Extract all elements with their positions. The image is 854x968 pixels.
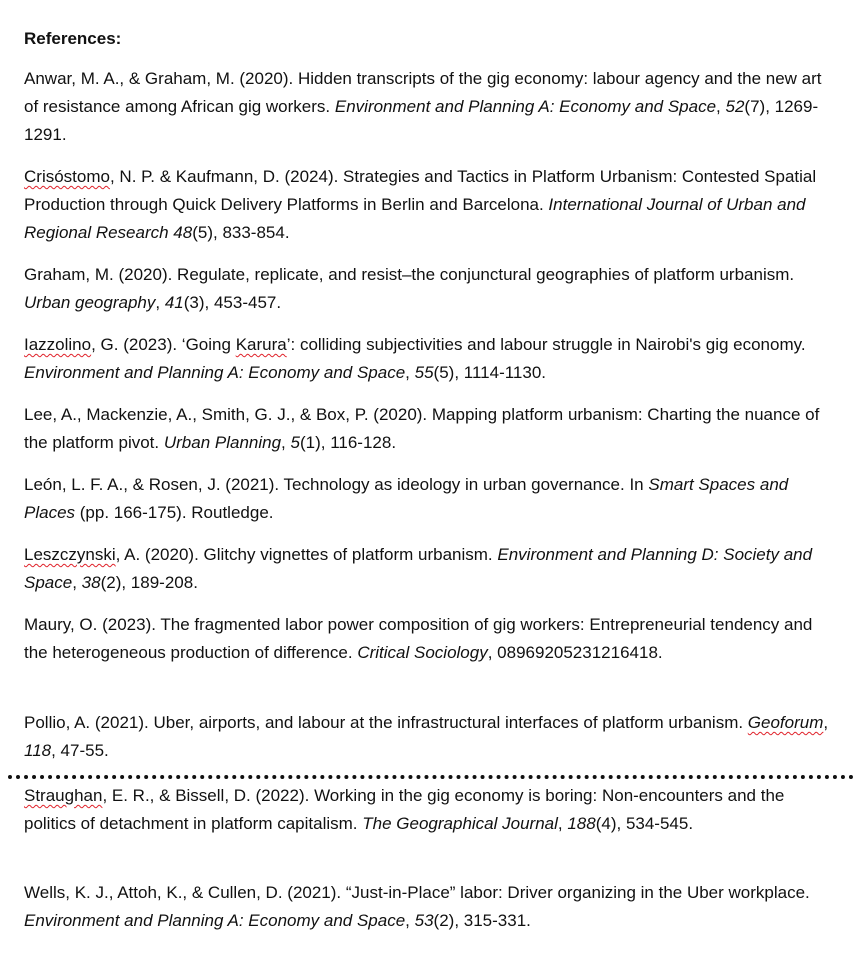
ref-pages: (2), 189-208. <box>100 573 198 592</box>
ref-pages: , 47-55. <box>51 741 109 760</box>
ref-pages: (3), 453-457. <box>183 293 282 312</box>
ref-text: Wells, K. J., Attoh, K., & Cullen, D. (2021). “Just-in-Place” labor: Driver organizing in the Uber workplace. <box>24 883 810 902</box>
ref-text: Pollio, A. (2021). Uber, airports, and labour at the infrastructural interfaces of platform urbanism. <box>24 713 748 732</box>
ref-pages: (pp. 166-175). Routledge. <box>75 503 274 522</box>
reference-entry <box>24 163 839 247</box>
ref-journal: Urban geography <box>24 293 156 312</box>
reference-entry: Wells, K. J., Attoh, K., & Cullen, D. (2021). “Just-in-Place” labor: Driver organizing in the Uber workplace. Environment and Planning A: Economy and Space, 53(2), 315-331. <box>24 883 810 930</box>
ref-journal: The Geographical Journal <box>362 814 558 833</box>
ref-journal: Environment and Planning A: Economy and Space <box>24 911 406 930</box>
ref-volume: 38 <box>81 573 101 592</box>
ref-book-title: Smart Spaces and Places <box>24 475 789 522</box>
references-heading: References: <box>24 29 122 48</box>
ref-volume: 188 <box>567 814 596 833</box>
ref-journal: Environment and Planning A: Economy and Space <box>334 97 717 116</box>
ref-text: , A. (2020). Glitchy vignettes of platform urbanism. <box>115 545 498 564</box>
ref-journal: Environment and Planning D: Society and Space <box>24 545 813 592</box>
reference-entry: Pollio, A. (2021). Uber, airports, and labour at the infrastructural interfaces of platform urbanism. Geoforum, 118, 47-55. <box>24 713 829 760</box>
reference-entry: Graham, M. (2020). Regulate, replicate, and resist–the conjunctural geographies of platform urbanism. Urban geography, 41(3), 453-457. <box>24 265 795 312</box>
reference-entry: Anwar, M. A., & Graham, M. (2020). Hidden transcripts of the gig economy: labour agency and the new art of resistance among African gig workers. Environment and Planning A: Economy and Space, 52(7), 1269-1291. <box>24 69 822 144</box>
ref-text: ’: colliding subjectivities and labour struggle in Nairobi's gig economy. <box>286 335 806 354</box>
spellcheck-flagged-word: Crisóstomo <box>24 167 110 186</box>
spellcheck-flagged-word: Straughan <box>24 786 103 805</box>
ref-text: , N. P. & Kaufmann, D. (2024). Strategies and Tactics in Platform Urbanism: Contested Spatial Production through Quick Delivery Platforms in Berlin and Barcelona. <box>24 167 817 214</box>
ref-volume: 5 <box>290 433 300 452</box>
ref-pages: (2), 315-331. <box>433 911 531 930</box>
ref-journal: Urban Planning <box>163 433 282 452</box>
page-break-divider <box>8 775 854 779</box>
spellcheck-flagged-word: Leszczynski <box>24 545 116 564</box>
ref-volume: 52 <box>725 97 745 116</box>
ref-volume: 41 <box>164 293 184 312</box>
reference-entry: Lee, A., Mackenzie, A., Smith, G. J., & Box, P. (2020). Mapping platform urbanism: Charting the nuance of the platform pivot. Urban Planning, 5(1), 116-128. <box>24 405 820 452</box>
ref-volume: 55 <box>414 363 434 382</box>
ref-pages: (7), 1269-1291. <box>24 97 819 144</box>
ref-pages: (5), 1114-1130. <box>433 363 547 382</box>
spellcheck-flagged-word: Karura <box>235 335 287 354</box>
reference-entry <box>24 471 839 527</box>
ref-journal: Geoforum <box>747 713 824 732</box>
ref-volume: 118 <box>24 741 52 760</box>
reference-entry: Leszczynski, A. (2020). Glitchy vignettes of platform urbanism. Environment and Planning D: Society and Space, 38(2), 189-208. <box>24 545 813 592</box>
ref-journal: International Journal of Urban and Regional Research 48 <box>24 195 806 242</box>
ref-text: , G. (2023). ‘Going <box>91 335 236 354</box>
spellcheck-flagged-word: Iazzolino <box>24 335 92 354</box>
ref-journal: Critical Sociology <box>357 643 488 662</box>
ref-pages: , 08969205231216418. <box>487 643 663 662</box>
ref-text: Lee, A., Mackenzie, A., Smith, G. J., & Box, P. (2020). Mapping platform urbanism: Charting the nuance of the platform pivot. <box>24 405 820 452</box>
ref-pages: (5), 833-854. <box>192 223 290 242</box>
reference-entry: Straughan, E. R., & Bissell, D. (2022). Working in the gig economy is boring: Non-encounters and the politics of detachment in platform capitalism. The Geographical Journal, 188(4), 534-545. <box>24 786 785 833</box>
ref-pages: (4), 534-545. <box>595 814 694 833</box>
ref-pages: (1), 116-128. <box>299 433 397 452</box>
ref-text: Maury, O. (2023). The fragmented labor power composition of gig workers: Entrepreneurial tendency and the heterogeneous production of difference. <box>24 615 813 662</box>
ref-text: León, L. F. A., & Rosen, J. (2021). Technology as ideology in urban governance. In <box>24 475 649 494</box>
ref-journal: Environment and Planning A: Economy and Space <box>24 363 406 382</box>
ref-text: Anwar, M. A., & Graham, M. (2020). Hidden transcripts of the gig economy: labour agency and the new art of resistance among African gig workers. <box>24 69 822 116</box>
ref-text: , E. R., & Bissell, D. (2022). Working in the gig economy is boring: Non-encounters and the politics of detachment in platform capitalism. <box>24 786 785 833</box>
reference-entry <box>24 611 839 667</box>
ref-volume: 53 <box>414 911 434 930</box>
reference-entry: Iazzolino, G. (2023). ‘Going Karura’: colliding subjectivities and labour struggle in Nairobi's gig economy. Environment and Planning A: Economy and Space, 55(5), 1114-1130. <box>24 335 806 382</box>
ref-text: Graham, M. (2020). Regulate, replicate, and resist–the conjunctural geographies of platform urbanism. <box>24 265 795 284</box>
